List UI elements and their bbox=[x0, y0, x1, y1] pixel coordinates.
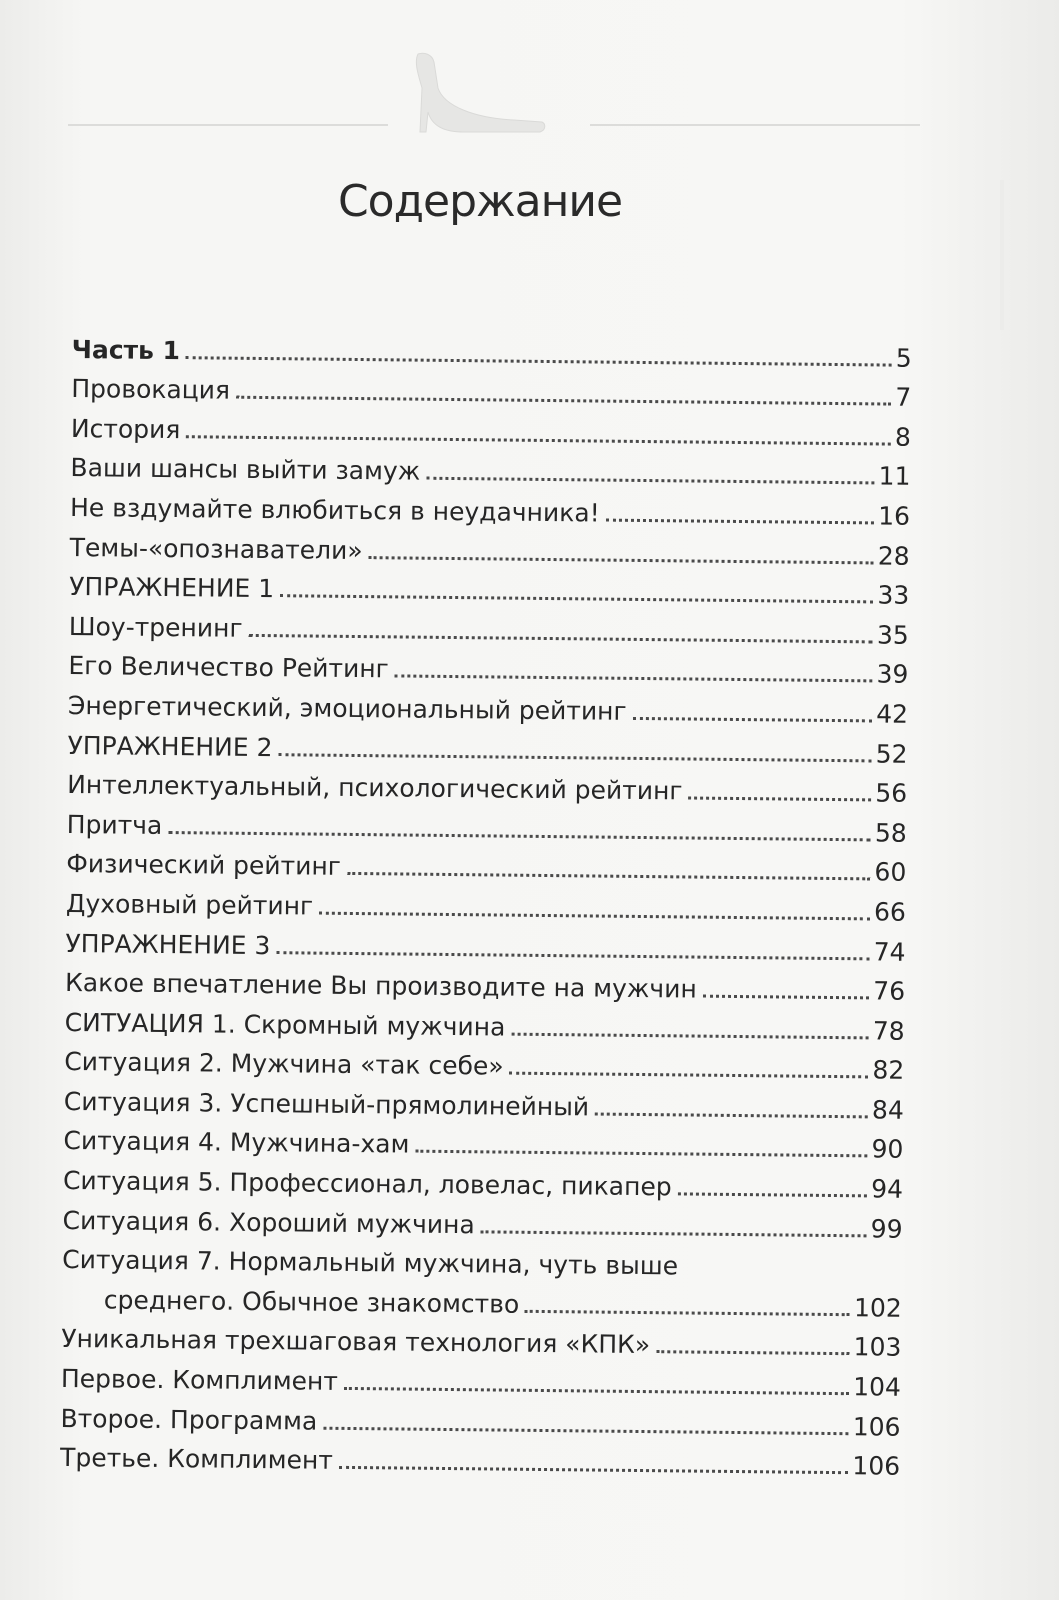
toc-entry-title: Ситуация 6. Хороший мужчина bbox=[62, 1205, 475, 1239]
toc-entry-page: 28 bbox=[877, 541, 910, 571]
toc-entry-title: Первое. Комплимент bbox=[60, 1363, 339, 1396]
toc-entry-continuation-title: среднего. Обычное знакомство bbox=[103, 1285, 520, 1319]
dot-leader bbox=[339, 1466, 849, 1474]
toc-entry-title: Ситуация 3. Успешный-прямолинейный bbox=[63, 1086, 590, 1122]
dot-leader bbox=[656, 1351, 850, 1356]
dot-leader bbox=[186, 435, 891, 445]
toc-entry-title: Темы-«опознаватели» bbox=[69, 532, 363, 565]
toc-entry-page: 94 bbox=[871, 1174, 904, 1204]
toc-entry-page: 58 bbox=[874, 818, 907, 848]
dot-leader bbox=[678, 1192, 868, 1197]
dot-leader bbox=[688, 797, 871, 802]
toc-entry-page: 8 bbox=[894, 422, 912, 452]
dot-leader bbox=[369, 556, 874, 564]
dot-leader bbox=[395, 675, 873, 683]
toc-entry-title: Третье. Комплимент bbox=[59, 1443, 333, 1476]
toc-entry-page: 56 bbox=[875, 778, 908, 808]
header-rule-left bbox=[68, 124, 388, 126]
toc-entry-page: 90 bbox=[871, 1134, 904, 1165]
dot-leader bbox=[236, 396, 891, 406]
toc-entry-title: Ситуация 5. Профессионал, ловелас, пикапер bbox=[62, 1166, 672, 1202]
toc-entry-title: Не вздумайте влюбиться в неудачника! bbox=[69, 492, 600, 528]
dot-leader bbox=[703, 995, 870, 1000]
toc-entry-title: УПРАЖНЕНИЕ 3 bbox=[65, 928, 271, 960]
page-title: Содержание bbox=[337, 176, 623, 227]
toc-entry-title: Ситуация 2. Мужчина «так себе» bbox=[64, 1047, 504, 1081]
header-rule-right bbox=[590, 124, 920, 126]
toc-entry-title: Ваши шансы выйти замуж bbox=[70, 453, 421, 487]
toc-entry-page: 84 bbox=[871, 1095, 904, 1125]
toc-entry-title: УПРАЖНЕНИЕ 1 bbox=[69, 572, 275, 604]
toc-entry-page: 39 bbox=[876, 659, 909, 690]
dot-leader bbox=[415, 1150, 867, 1158]
dot-leader bbox=[633, 717, 873, 723]
dot-leader bbox=[606, 519, 875, 525]
toc-entry-page: 78 bbox=[872, 1016, 905, 1046]
toc-entry-title: Какое впечатление Вы производите на мужчин bbox=[64, 968, 697, 1004]
toc-entry-title: СИТУАЦИЯ 1. Скромный мужчина bbox=[64, 1007, 506, 1042]
toc-entry-page: 35 bbox=[876, 620, 909, 650]
toc-entry-title: УПРАЖНЕНИЕ 2 bbox=[67, 730, 273, 762]
toc-entry-page: 74 bbox=[873, 936, 906, 967]
toc-entry-page: 106 bbox=[852, 1451, 901, 1481]
dot-leader bbox=[248, 634, 872, 644]
dot-leader bbox=[319, 912, 870, 921]
toc-entry-title: Ситуация 7. Нормальный мужчина, чуть выше bbox=[62, 1245, 679, 1281]
toc-entry-page: 82 bbox=[872, 1055, 905, 1086]
toc-entry-title: Интеллектуальный, психологический рейтинг bbox=[67, 770, 683, 806]
dot-leader bbox=[347, 872, 871, 880]
toc-entry-page: 5 bbox=[895, 343, 912, 373]
dot-leader bbox=[426, 477, 874, 485]
dot-leader bbox=[168, 831, 871, 841]
toc-entry-page: 106 bbox=[852, 1411, 901, 1442]
dot-leader bbox=[525, 1310, 850, 1316]
toc-entry-title: Духовный рейтинг bbox=[65, 888, 314, 921]
toc-entry-title: Физический рейтинг bbox=[66, 849, 342, 882]
toc-entry-page: 102 bbox=[853, 1293, 902, 1323]
toc-entry-title: Притча bbox=[66, 809, 163, 840]
dot-leader bbox=[276, 951, 869, 960]
dot-leader bbox=[344, 1387, 849, 1395]
toc-entry-page: 16 bbox=[878, 501, 911, 531]
high-heel-shoe-icon bbox=[404, 48, 554, 138]
toc-entry-page: 99 bbox=[870, 1214, 903, 1244]
dot-leader bbox=[186, 356, 892, 366]
toc-entry-title: Шоу-тренинг bbox=[68, 611, 243, 643]
bleed-through-mark bbox=[1000, 180, 1004, 330]
toc-entry-title: Часть 1 bbox=[71, 334, 181, 365]
toc-entry-title: История bbox=[70, 413, 181, 444]
toc-entry-page: 42 bbox=[876, 699, 909, 729]
toc-entry-title: Провокация bbox=[71, 374, 231, 405]
dot-leader bbox=[511, 1032, 868, 1039]
toc-entry-page: 33 bbox=[877, 580, 910, 610]
dot-leader bbox=[481, 1230, 867, 1237]
dot-leader bbox=[510, 1072, 869, 1079]
toc-entry-title: Второе. Программа bbox=[60, 1403, 318, 1436]
toc-entry-page: 103 bbox=[853, 1332, 902, 1363]
toc-entry-page: 66 bbox=[873, 897, 907, 927]
dot-leader bbox=[595, 1112, 868, 1118]
dot-leader bbox=[280, 594, 873, 603]
toc-entry-title: Ситуация 4. Мужчина-хам bbox=[63, 1126, 410, 1160]
dot-leader bbox=[323, 1426, 849, 1435]
toc-entry-title: Уникальная трехшаговая технология «КПК» bbox=[61, 1324, 651, 1360]
toc-entry-page: 11 bbox=[878, 461, 911, 492]
toc-entry bbox=[60, 1434, 900, 1482]
toc-entry-page: 104 bbox=[853, 1372, 902, 1402]
toc-entry-title: Его Величество Рейтинг bbox=[68, 651, 389, 684]
toc-entry-page: 7 bbox=[895, 382, 912, 412]
dot-leader bbox=[278, 753, 871, 762]
toc-entry-page: 52 bbox=[875, 738, 908, 769]
toc-entry-title: Энергетический, эмоциональный рейтинг bbox=[67, 690, 627, 726]
toc-entry-page: 76 bbox=[873, 976, 906, 1006]
toc-entry-page: 60 bbox=[874, 857, 907, 888]
table-of-contents bbox=[60, 325, 912, 1482]
